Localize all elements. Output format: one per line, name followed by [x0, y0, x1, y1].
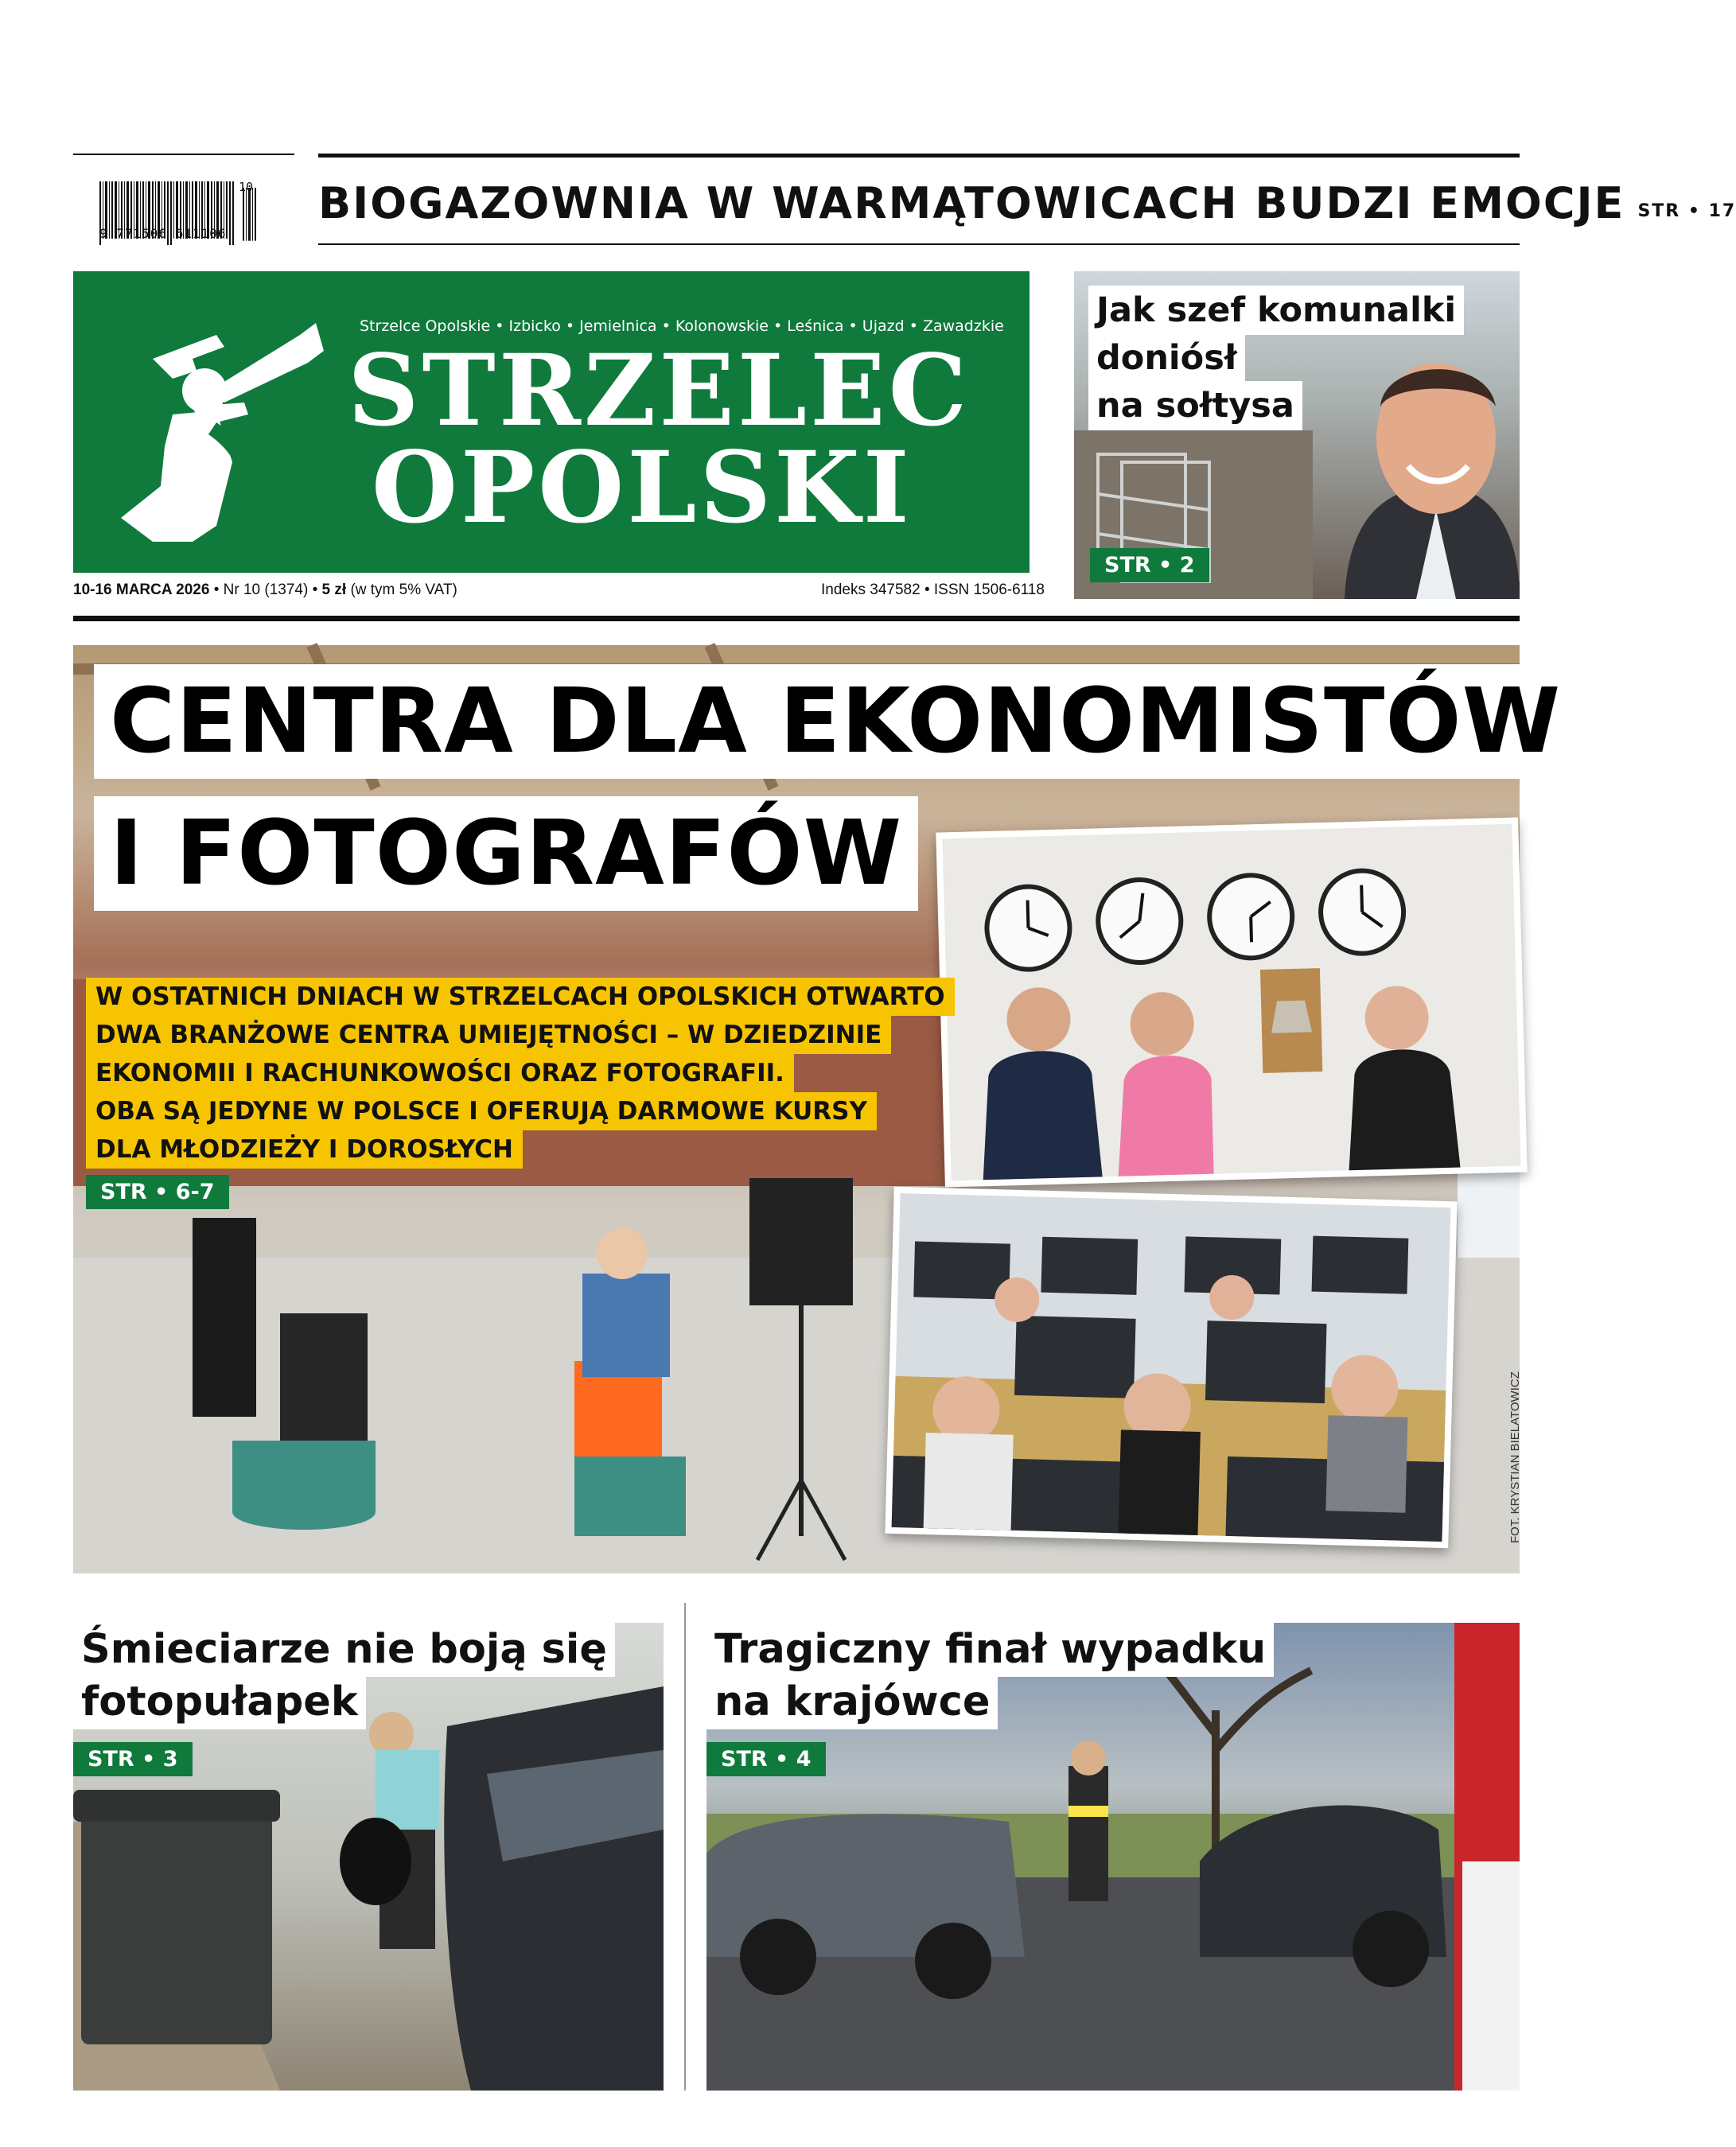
bottom-left-headline-line2[interactable]: fotopułapek [73, 1675, 366, 1729]
photo-credit: FOT. KRYSTIAN BIELATOWICZ [1508, 1371, 1522, 1543]
bottom-left-page-badge: STR • 3 [73, 1742, 193, 1776]
issue-vat: (w tym 5% VAT) [350, 581, 457, 598]
masthead[interactable] [73, 271, 1030, 573]
headline-underline [318, 243, 1520, 245]
barcode-issue-code: 10 [239, 180, 254, 194]
top-story-page: STR • 17 [1637, 200, 1736, 221]
top-story[interactable] [318, 175, 1736, 231]
main-story-lead-line5: DLA MŁODZIEŻY I DOROSŁYCH [86, 1130, 523, 1169]
main-story-headline-line2[interactable]: I FOTOGRAFÓW [94, 796, 918, 911]
bottom-right-headline-line1[interactable]: Tragiczny finał wypadku [706, 1623, 1274, 1677]
bottom-right-story[interactable] [706, 1623, 1520, 2091]
side-story[interactable] [1074, 271, 1520, 599]
side-story-page-badge: STR • 2 [1090, 548, 1209, 582]
main-story-lead-line2: DWA BRANŻOWE CENTRA UMIEJĘTNOŚCI – W DZIEDZINIE [86, 1016, 891, 1054]
trumpeter-logo-icon [97, 303, 352, 558]
issue-info: 10-16 MARCA 2026 • Nr 10 (1374) • 5 zł (w tym 5% VAT) [73, 581, 457, 598]
main-story[interactable] [73, 645, 1562, 1573]
masthead-bottom-rule [73, 616, 1520, 621]
main-story-lead-line1: W OSTATNICH DNIACH W STRZELCACH OPOLSKICH OTWARTO [86, 978, 955, 1016]
issue-date: 10-16 MARCA 2026 [73, 581, 210, 598]
bottom-divider [684, 1603, 686, 2091]
top-story-headline[interactable]: BIOGAZOWNIA W WARMĄTOWICACH BUDZI EMOCJE [318, 177, 1625, 228]
classroom-photo [892, 1193, 1451, 1542]
top-rule-right [318, 154, 1520, 158]
masthead-title-line2: OPOLSKI [372, 430, 913, 546]
issue-index: Indeks 347582 • ISSN 1506-6118 [821, 581, 1045, 598]
masthead-towns: Strzelce Opolskie • Izbicko • Jemielnica • Kolonowskie • Leśnica • Ujazd • Zawadzkie [360, 317, 1004, 335]
barcode-digits: 9 771506 611106 [99, 226, 227, 241]
masthead-title[interactable] [348, 333, 971, 546]
masthead-title-line1: STRZELEC [348, 333, 971, 449]
main-story-lead-line3: EKONOMII I RACHUNKOWOŚCI ORAZ FOTOGRAFII. [86, 1054, 794, 1092]
inset-photo-clocks [936, 817, 1527, 1187]
main-story-page-badge: STR • 6-7 [86, 1175, 229, 1209]
side-story-headline-line3[interactable]: na sołtysa [1088, 381, 1302, 430]
issue-price: 5 zł [321, 581, 347, 598]
main-story-lead-line4: OBA SĄ JEDYNE W POLSCE I OFERUJĄ DARMOWE KURSY [86, 1092, 877, 1130]
bottom-left-headline-line1[interactable]: Śmieciarze nie boją się [73, 1623, 615, 1677]
main-story-headline-line1[interactable]: CENTRA DLA EKONOMISTÓW [94, 664, 1577, 779]
bottom-right-page-badge: STR • 4 [706, 1742, 826, 1776]
bottom-left-story[interactable] [73, 1623, 664, 2091]
top-rule-left [73, 154, 294, 155]
inset-photo-classroom [885, 1187, 1457, 1548]
side-story-headline-line1[interactable]: Jak szef komunalki [1088, 286, 1464, 335]
bottom-right-headline-line2[interactable]: na krajówce [706, 1675, 998, 1729]
clocks-photo [942, 824, 1520, 1181]
side-story-headline-line2[interactable]: doniósł [1088, 333, 1245, 383]
issue-number: Nr 10 (1374) [223, 581, 309, 598]
